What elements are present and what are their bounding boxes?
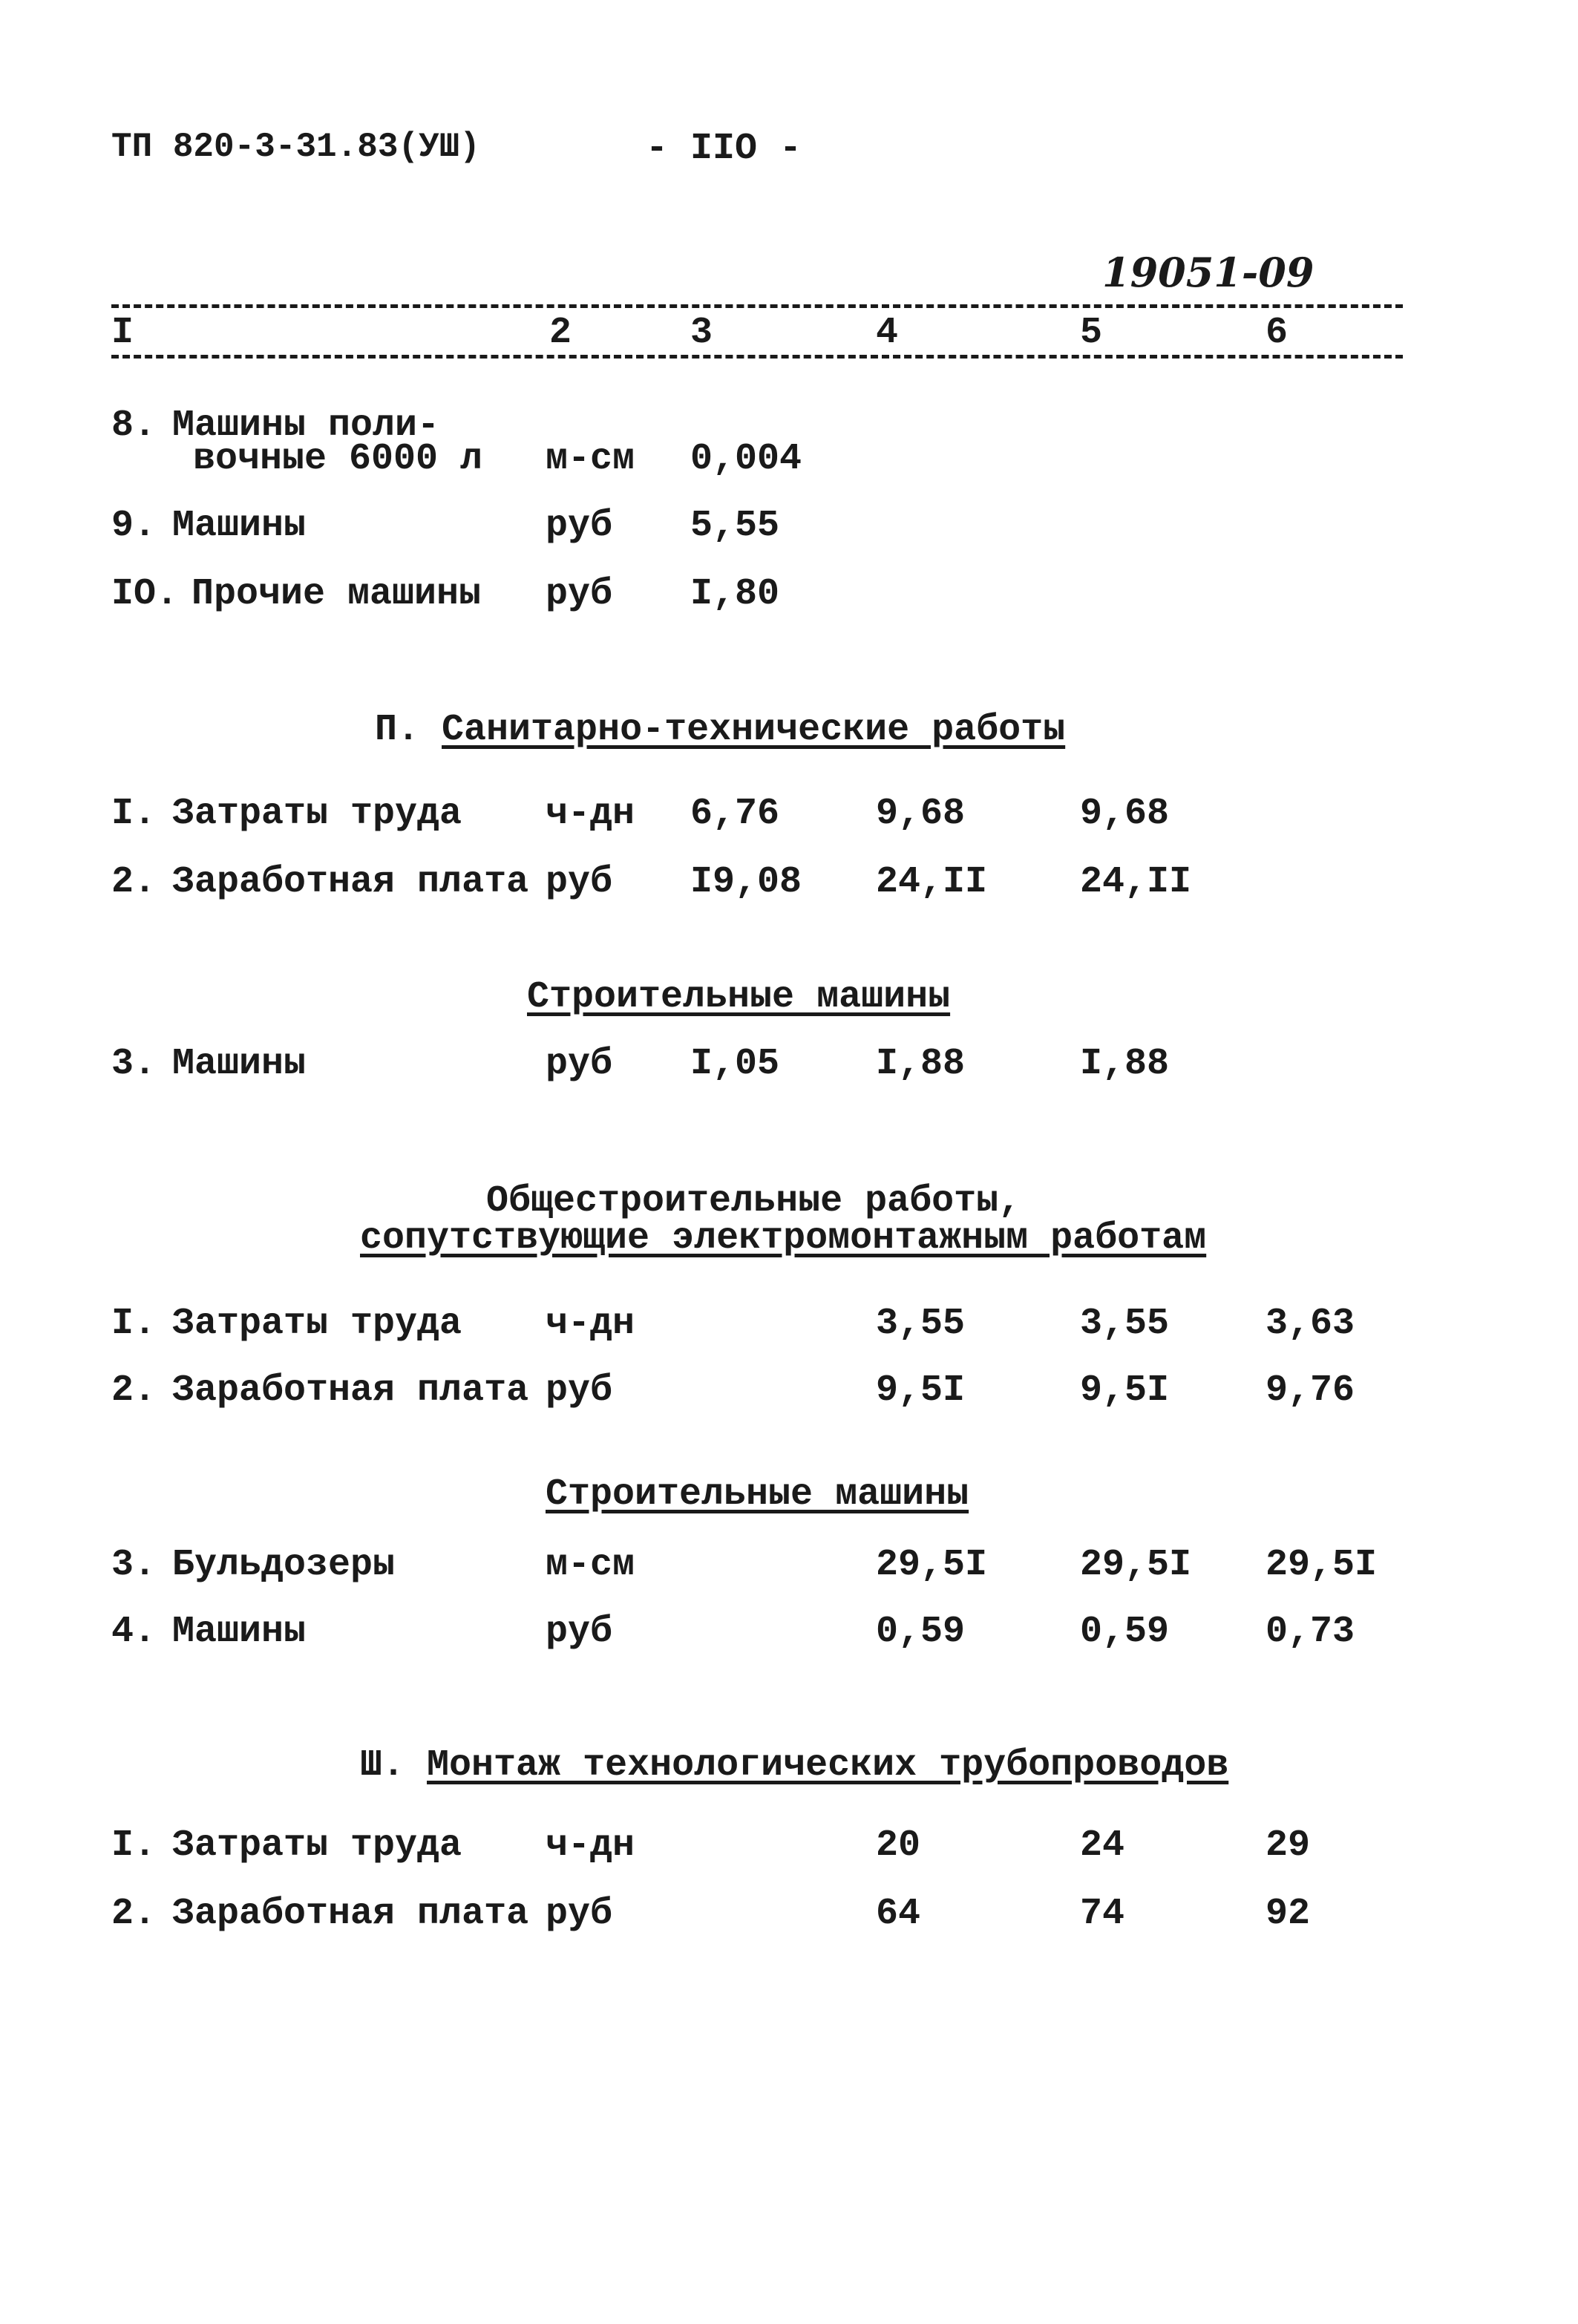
row-value-col5: 74: [1080, 1893, 1125, 1935]
section-title: Монтаж технологических трубопроводов: [427, 1744, 1229, 1787]
section-title-line1: Общестроительные работы,: [486, 1180, 1021, 1222]
row-name: Машины: [172, 505, 307, 547]
header-dashed-line-top: [111, 304, 1403, 308]
row-value-col5: 9,5I: [1080, 1369, 1170, 1412]
row-name: Прочие машины: [191, 573, 482, 615]
row-value-col3: I,80: [690, 573, 780, 615]
row-value-col6: 9,76: [1266, 1369, 1355, 1412]
row-number: 2.: [111, 1893, 157, 1935]
section-heading-2: [375, 709, 1065, 751]
row-value-col6: 3,63: [1266, 1303, 1355, 1345]
row-unit: ч-дн: [546, 1824, 635, 1867]
column-number-5: 5: [1080, 312, 1103, 354]
row-value-col4: 0,59: [876, 1611, 966, 1653]
row-value-col4: 64: [876, 1893, 921, 1935]
row-value-col5: I,88: [1080, 1043, 1170, 1085]
row-number: 2.: [111, 1369, 157, 1412]
row-value-col5: 0,59: [1080, 1611, 1170, 1653]
row-number: 8.: [111, 405, 157, 447]
row-value-col5: 3,55: [1080, 1303, 1170, 1345]
header-dashed-line-bottom: [111, 355, 1403, 359]
row-value-col3: 6,76: [690, 793, 780, 835]
row-value-col5: 24,II: [1080, 861, 1192, 903]
table-row: [0, 1824, 1578, 1876]
row-value-col4: I,88: [876, 1043, 966, 1085]
row-unit: руб: [546, 1043, 613, 1085]
column-number-6: 6: [1266, 312, 1289, 354]
row-unit: ч-дн: [546, 1303, 635, 1345]
table-row: [0, 1303, 1578, 1355]
row-unit: руб: [546, 1369, 613, 1412]
row-number: 2.: [111, 861, 157, 903]
column-number-2: 2: [549, 312, 572, 354]
row-name-line2: вочные 6000 л: [193, 438, 483, 480]
section-title: Санитарно-технические работы: [442, 709, 1066, 751]
row-number: 3.: [111, 1043, 157, 1085]
row-value-col5: 9,68: [1080, 793, 1170, 835]
row-number: I.: [111, 793, 157, 835]
row-unit: руб: [546, 573, 613, 615]
row-value-col4: 3,55: [876, 1303, 966, 1345]
row-value-col5: 24: [1080, 1824, 1125, 1867]
row-name: Машины: [172, 1043, 307, 1085]
row-value-col4: 9,5I: [876, 1369, 966, 1412]
column-number-4: 4: [876, 312, 899, 354]
row-value-col6: 0,73: [1266, 1611, 1355, 1653]
column-number-1: I: [111, 312, 134, 354]
row-name: Заработная плата: [172, 861, 529, 903]
row-unit: руб: [546, 505, 613, 547]
row-value-col4: 29,5I: [876, 1544, 988, 1586]
row-value-col3: 0,004: [690, 438, 802, 480]
row-number: IO.: [111, 573, 179, 615]
row-value-col4: 24,II: [876, 861, 988, 903]
row-name: Бульдозеры: [172, 1544, 396, 1586]
row-name: Затраты труда: [172, 1824, 462, 1867]
document-code: ТП 820-3-31.83(УШ): [111, 128, 480, 166]
row-number: 9.: [111, 505, 157, 547]
table-row: [0, 1369, 1578, 1421]
row-value-col6: 29,5I: [1266, 1544, 1378, 1586]
row-number: I.: [111, 1303, 157, 1345]
row-value-col4: 20: [876, 1824, 921, 1867]
column-number-3: 3: [690, 312, 713, 354]
row-value-col4: 9,68: [876, 793, 966, 835]
row-unit: руб: [546, 1893, 613, 1935]
subsection-title: Строительные машины: [546, 1473, 969, 1516]
row-number: I.: [111, 1824, 157, 1867]
row-name: Заработная плата: [172, 1369, 529, 1412]
row-value-col3: I9,08: [690, 861, 802, 903]
row-number: 3.: [111, 1544, 157, 1586]
section-roman-numeral: Ш.: [360, 1744, 405, 1787]
row-name-line1: Машины поли-: [172, 405, 440, 447]
row-name: Затраты труда: [172, 793, 462, 835]
table-row: [0, 573, 1578, 625]
page-number: - IIO -: [646, 128, 802, 170]
row-number: 4.: [111, 1611, 157, 1653]
section-heading-3: [360, 1744, 1228, 1787]
section-title-line2: сопутствующие электромонтажным работам: [360, 1217, 1207, 1260]
table-row: [0, 1043, 1578, 1095]
table-row: [0, 793, 1578, 845]
row-value-col5: 29,5I: [1080, 1544, 1192, 1586]
row-name: Машины: [172, 1611, 307, 1653]
row-name: Заработная плата: [172, 1893, 529, 1935]
row-unit: руб: [546, 1611, 613, 1653]
row-unit: ч-дн: [546, 793, 635, 835]
table-row: [0, 861, 1578, 913]
row-unit: руб: [546, 861, 613, 903]
row-value-col3: 5,55: [690, 505, 780, 547]
row-name: Затраты труда: [172, 1303, 462, 1345]
row-value-col6: 92: [1266, 1893, 1311, 1935]
row-value-col3: I,05: [690, 1043, 780, 1085]
row-value-col6: 29: [1266, 1824, 1311, 1867]
table-row: [0, 1893, 1578, 1945]
table-row: [0, 438, 1578, 490]
handwritten-stamp: 19051-09: [1102, 249, 1315, 296]
table-row: [0, 1611, 1578, 1663]
table-row: [0, 505, 1578, 557]
subsection-title: Строительные машины: [527, 976, 951, 1018]
section-roman-numeral: П.: [375, 709, 420, 751]
row-unit: м-см: [546, 1544, 635, 1586]
row-unit: м-см: [546, 438, 635, 480]
table-row: [0, 1544, 1578, 1596]
